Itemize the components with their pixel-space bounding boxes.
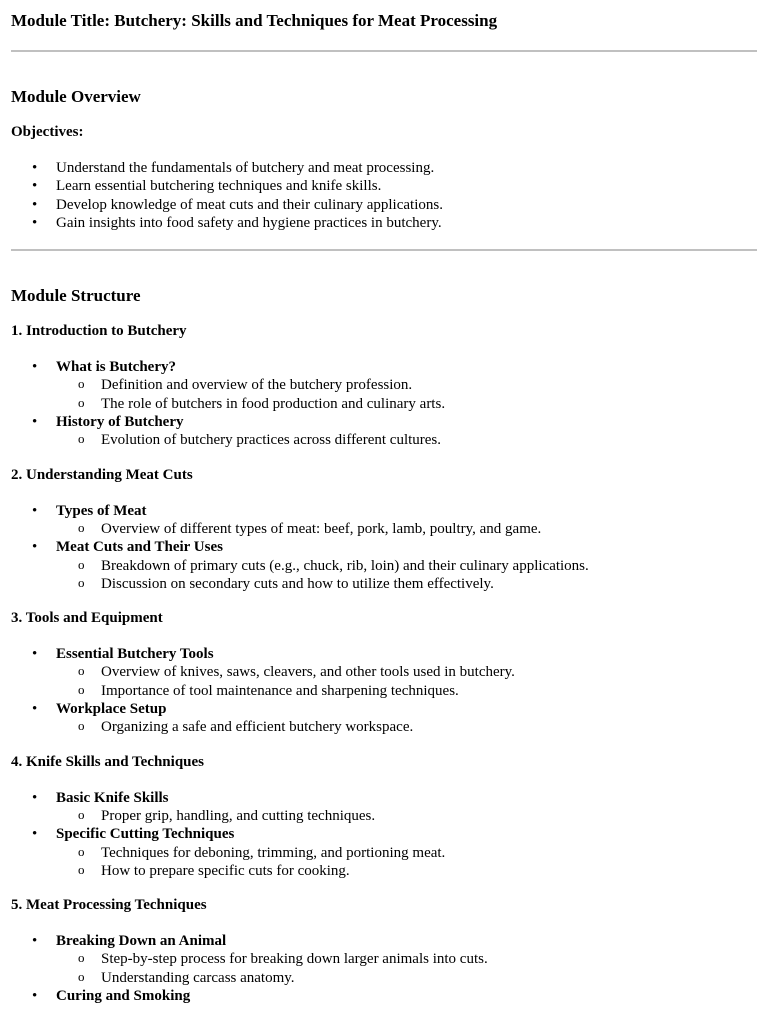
sub-item: o Definition and overview of the butchery profession. <box>101 376 757 394</box>
section-item-heading: Meat Cuts and Their Uses <box>56 539 223 556</box>
section-item <box>56 932 757 987</box>
sub-item: o Understanding carcass anatomy. <box>101 969 757 987</box>
section-item-heading: Types of Meat <box>56 502 147 519</box>
structure-heading: Module Structure <box>11 286 141 306</box>
section-item <box>56 700 757 737</box>
sub-item-list <box>56 718 757 736</box>
objective-item: • Learn essential butchering techniques and knife skills. <box>56 177 757 195</box>
section-item-heading: History of Butchery <box>56 414 184 431</box>
overview-section <box>11 52 757 232</box>
sub-item: o Overview of different types of meat: beef, pork, lamb, poultry, and game. <box>101 520 757 538</box>
sub-item: o Overview of knives, saws, cleavers, and other tools used in butchery. <box>101 663 757 681</box>
section-item-list <box>11 932 757 1005</box>
sub-item: o Organizing a safe and efficient butchery workspace. <box>101 718 757 736</box>
sub-item: o Proper grip, handling, and cutting techniques. <box>101 807 757 825</box>
section-item <box>56 825 757 880</box>
section-item-list <box>11 502 757 593</box>
structure-sections <box>11 321 757 1005</box>
sub-item-list <box>56 431 757 449</box>
section-item <box>56 987 757 1005</box>
sub-item: o Importance of tool maintenance and sharpening techniques. <box>101 682 757 700</box>
objective-item: • Gain insights into food safety and hygiene practices in butchery. <box>56 214 757 232</box>
section-title: 5. Meat Processing Techniques <box>11 897 207 914</box>
section-item-heading: Basic Knife Skills <box>56 789 169 806</box>
sub-item: o Evolution of butchery practices across different cultures. <box>101 431 757 449</box>
section-item <box>56 538 757 593</box>
sub-item-list <box>56 663 757 700</box>
objectives-list <box>11 159 757 232</box>
sub-item: o The role of butchers in food production and culinary arts. <box>101 395 757 413</box>
sub-item-list <box>56 557 757 594</box>
section-item-list <box>11 645 757 736</box>
section-title: 1. Introduction to Butchery <box>11 323 187 340</box>
section-item <box>56 645 757 700</box>
sub-item-list <box>56 376 757 413</box>
objective-item: • Develop knowledge of meat cuts and their culinary applications. <box>56 196 757 214</box>
section-item <box>56 358 757 413</box>
overview-heading: Module Overview <box>11 87 141 106</box>
objectives-label: Objectives: <box>11 124 84 140</box>
sub-item: o How to prepare specific cuts for cooking. <box>101 862 757 880</box>
section-title: 4. Knife Skills and Techniques <box>11 753 204 770</box>
section-item-heading: What is Butchery? <box>56 359 176 376</box>
sub-item: o Discussion on secondary cuts and how to utilize them effectively. <box>101 575 757 593</box>
sub-item: o Techniques for deboning, trimming, and portioning meat. <box>101 844 757 862</box>
section-item-heading: Breaking Down an Animal <box>56 933 227 950</box>
section-item-list <box>11 789 757 880</box>
section-item-heading: Curing and Smoking <box>56 988 191 1005</box>
section-item-heading: Specific Cutting Techniques <box>56 826 235 843</box>
section-item-heading: Essential Butchery Tools <box>56 646 214 663</box>
section-title: 2. Understanding Meat Cuts <box>11 466 193 483</box>
sub-item-list <box>56 807 757 825</box>
section-item-heading: Workplace Setup <box>56 701 167 718</box>
sub-item: o Step-by-step process for breaking down larger animals into cuts. <box>101 950 757 968</box>
module-title: Module Title: Butchery: Skills and Techniques for Meat Processing <box>11 11 498 30</box>
section-title: 3. Tools and Equipment <box>11 610 163 627</box>
section-item <box>56 502 757 539</box>
objective-item: • Understand the fundamentals of butchery and meat processing. <box>56 159 757 177</box>
sub-item-list <box>56 950 757 987</box>
section-item-list <box>11 358 757 449</box>
structure-section <box>11 251 757 1005</box>
sub-item-list <box>56 520 757 538</box>
sub-item-list <box>56 844 757 881</box>
section-item <box>56 789 757 826</box>
section-item <box>56 413 757 450</box>
sub-item: o Breakdown of primary cuts (e.g., chuck, rib, loin) and their culinary applications. <box>101 557 757 575</box>
